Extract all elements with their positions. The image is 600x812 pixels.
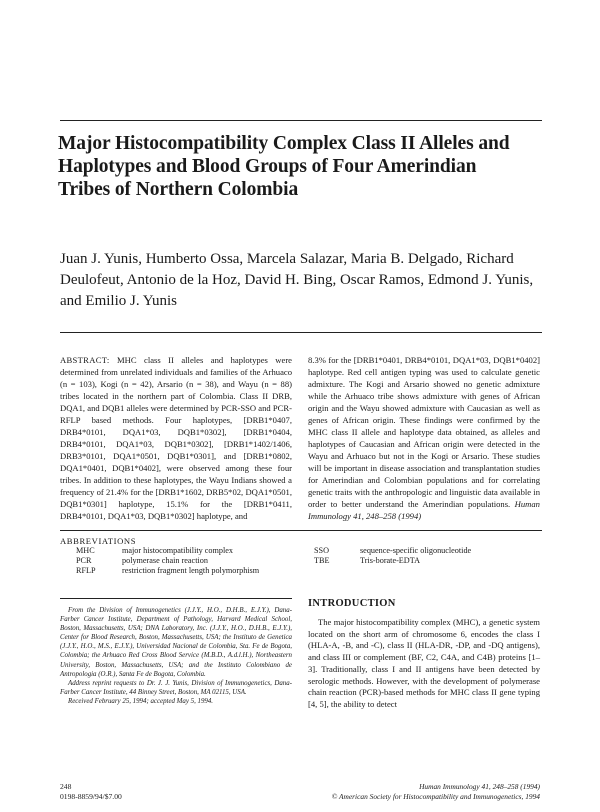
abbreviation-definition: sequence-specific oligonucleotide xyxy=(360,546,472,555)
issn-code: 0198-8859/94/$7.00 xyxy=(60,792,122,801)
introduction-text: The major histocompatibility complex (MHC), a genetic system located on the short arm of chromosome 6, encodes the class I (HLA-A, -B, and -C), class II (HLA-DR, -DP, and -DQ antigens), and class III or complement (BF, C2, C4A, and C4B) proteins [1–3]. Traditionally, class I and II antigens have been detected by serologic methods. However, with the development of polymerase chain reaction (PCR)-based methods for MHC class II gene typing [4, 5], the ability to detect xyxy=(308,617,540,709)
abbreviation-term: SSO xyxy=(314,546,330,555)
article-title: Major Histocompatibility Complex Class II Alleles and Haplotypes and Blood Groups of Four Amerindian Tribes of Northern Colombia xyxy=(58,133,510,200)
copyright-notice: © American Society for Histocompatibility and Immunogenetics, 1994 xyxy=(331,792,540,801)
reprint-footnote: Address reprint requests to Dr. J. J. Yunis, Division of Immunogenetics, Dana-Farber Cancer Institute, 44 Binney Street, Boston, MA 02115, USA. xyxy=(60,679,292,696)
abstract-right-column xyxy=(308,354,540,522)
abbreviation-definition: major histocompatibility complex xyxy=(122,546,233,555)
abstract-text-left: MHC class II alleles and haplotypes were determined from unrelated individuals and families of the Arhuaco (n = 103), Kogi (n = 42), Arsario (n = 38), and Wayu (n = 88) tribes located in the northern part of Colombia. Class II DRB, DQA1, and DQB1 alleles were determined by PCR-SSO and PCR-RFLP based methods. Four haplotypes, [DRB1*0407, DRB4*0101, DQA1*03, DQB1*0302], [DRB1*0404, DRB4*0101, DQA1*03, DQB1*0302], [DRB1*1402/1406, DRB3*0101, DQA1*0501, DQB1*0301], and [DRB1*0802, DQA1*0401, DQB1*0402], were observed among these four tribes. In addition to these haplotypes, the Wayu Indians showed a frequency of 21.4% for the [DRB1*1602, DRB5*02, DQA1*0501, DQB1*0301] haplotype, 15.1% for the [DRB1*0411, DRB4*0101, DQA1*03, DQB1*0302] haplotype, and xyxy=(60,355,292,521)
abstract-label: ABSTRACT: xyxy=(60,355,110,365)
footnotes xyxy=(60,606,292,706)
received-footnote: Received February 25, 1994; accepted May 5, 1994. xyxy=(68,697,214,705)
abbreviation-term: PCR xyxy=(76,555,92,565)
affiliation-footnote: From the Division of Immunogenetics (J.J.Y., H.O., D.H.B., E.J.Y.), Dana-Farber Cancer Institute, Department of Pathology, Harvard Medical School, Boston, Massachusetts, USA; DNA Laboratory, Inc. (J.J.Y., H.O., D.H.B., E.J.Y.), Center for Blood Research, Boston, Massachusetts, USA; the Instituto de Genetica (J.J.Y., H.O., M.S., E.J.Y.), Universidad Nacional de Colombia, Sta. Fe de Bogota, Colombia; the Arhuaco Red Cross Blood Service (M.B.D., A.d.l.H.), Northeastern University, Boston, Massachusetts, USA; and the Instituto Colombiano de Antropologia (O.R.), Santa Fe de Bogota, Colombia. xyxy=(60,607,292,678)
abstract-text-right: 8.3% for the [DRB1*0401, DRB4*0101, DQA1*03, DQB1*0402] haplotype. Red cell antigen typing was used to calculate genetic admixture. The Kogi and Arsario showed no genetic admixture while the Arhuaco tribe shows admixture with genes of African origin and the Wayu showed admixture with Caucasian as well as genes of African origin. These findings were confirmed by the MHC class II allele and haplotype data obtained, as alleles and haplotypes of Caucasian and African origin were detected in the Wayu and Arhuaco but not in the Kogi or Arsario. These studies will be important in disease association and transplantation studies for Amerindian and Colombian populations and for correlating genetic traits with the anthropologic and linguistic data available in order to better understand the Amerindian populations. xyxy=(308,355,540,509)
abbreviations-list-left xyxy=(76,546,259,575)
abstract-citation: Human Immunology 41, 248–258 (1994) xyxy=(308,499,540,521)
abstract-left-column xyxy=(60,354,292,522)
abbreviation-definition: restriction fragment length polymorphism xyxy=(122,565,260,575)
abbreviation-term: TBE xyxy=(314,555,330,565)
author-list: Juan J. Yunis, Humberto Ossa, Marcela Salazar, Maria B. Delgado, Richard Deulofeut, Antonio de la Hoz, David H. Bing, Oscar Ramos, Edmond J. Yunis, and Emilio J. Yunis xyxy=(60,251,534,309)
authors-rule xyxy=(60,332,542,333)
page-number: 248 xyxy=(60,782,72,791)
abbreviations-list-right xyxy=(314,546,471,566)
footnote-rule xyxy=(60,598,292,599)
journal-reference: Human Immunology 41, 248–258 (1994) xyxy=(419,782,540,791)
top-rule xyxy=(60,120,542,121)
abbreviation-term: MHC xyxy=(76,546,95,555)
abbreviation-term: RFLP xyxy=(76,565,96,575)
introduction-heading: INTRODUCTION xyxy=(308,598,396,609)
abstract-rule xyxy=(60,530,542,531)
abbreviation-definition: Tris-borate-EDTA xyxy=(360,555,420,565)
abbreviation-definition: polymerase chain reaction xyxy=(122,555,208,565)
abbreviations-heading: ABBREVIATIONS xyxy=(60,536,137,546)
